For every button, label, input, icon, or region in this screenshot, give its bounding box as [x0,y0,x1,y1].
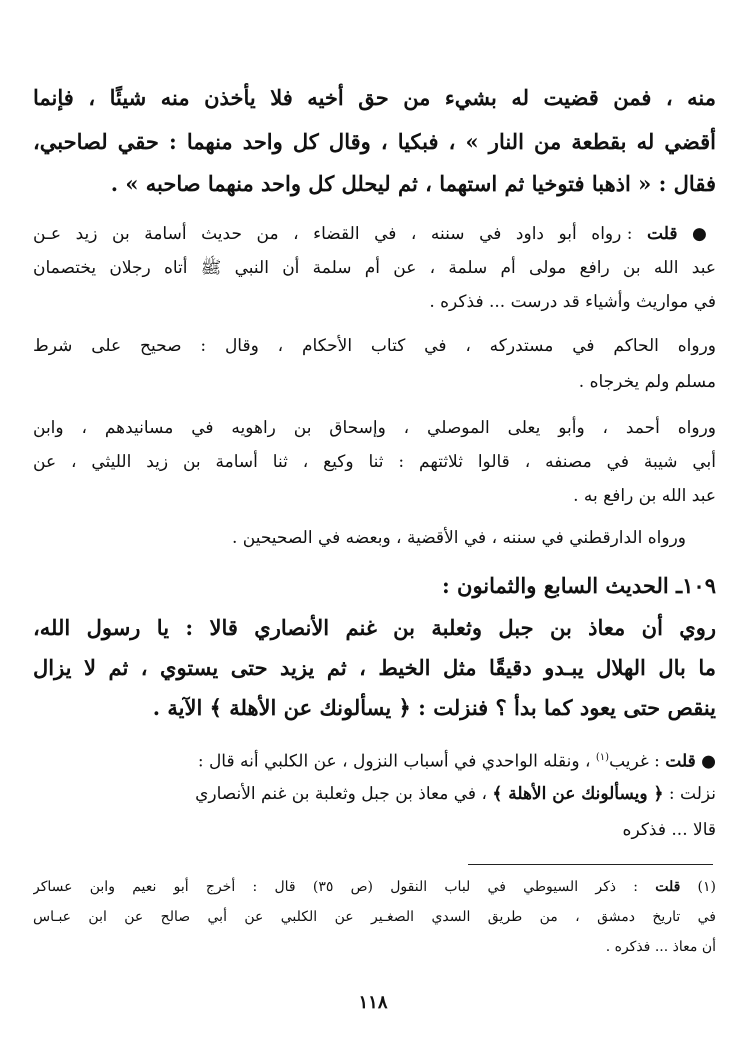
footnote-line: أن معاذ ... فذكره . [605,939,716,955]
hadith-text-line: ينقص حتى يعود كما بدأ ؟ فنزلت : ﴿ يسألونك عن الأهلة ﴾ الآية . [152,695,716,720]
commentary-text: : رواه أبو داود في سننه ، في القضاء ، من حديث أسامة بن زيد عـن [33,224,633,244]
footnote-ref[interactable]: (١) [595,752,610,763]
commentary-text: نزلت : [668,784,716,804]
footnote-text: : ذكر السيوطي في لباب النقول (ص ٣٥) قال : أخرج أبو نعيم وابن عساكر [33,879,638,895]
commentary-line: ورواه أحمد ، وأبو يعلى الموصلي ، وإسحاق بن راهويه في مسانيدهم ، وابن [33,418,716,438]
commentary-line: ● قلت : غريب$^{(١)}$ ، ونقله الواحدي في أسباب النزول ، عن الكلبي أنه قال : [197,751,716,772]
commentary-text: : غريب [609,751,660,772]
commentary-line: ورواه الدارقطني في سننه ، في الأقضية ، وبعضه في الصحيحين . [231,528,686,548]
commentary-text: ، ونقله الواحدي في أسباب النزول ، عن الكلبي أنه قال : [197,751,591,772]
commentary-line [33,778,716,810]
hadith-text-line: منه ، فمن قضيت له بشيء من حق أخيه فلا يأخذن منه شيئًا ، فإنما [33,85,716,110]
commentary-line: عبد الله بن رافع مولى أم سلمة ، عن أم سلمة أن النبي ﷺ أتاه رجلان يختصمان [33,258,716,278]
hadith-text-line: روي أن معاذ بن جبل وثعلبة بن غنم الأنصاري قالا : يا رسول الله، [33,615,716,640]
footnote-number: (١) [697,879,716,895]
commentary-line: قالا ... فذكره [622,820,716,840]
commentary-line: ورواه الحاكم في مستدركه ، في كتاب الأحكام ، وقال : صحيح على شرط [33,336,716,356]
hadith-text-line: فقال : « اذهبا فتوخيا ثم استهما ، ثم ليحلل كل واحد منهما صاحبه » . [110,171,716,196]
footnote-separator [468,864,713,865]
commentary-line: ● قلت : رواه أبو داود في سننه ، في القضاء ، من حديث أسامة بن زيد عـن [33,224,716,244]
qult-label: قلت [665,751,696,772]
hadith-text-line: أقضي له بقطعة من النار » ، فبكيا ، وقال كل واحد منهما : حقي لصاحبي، [33,129,716,154]
hadith-heading: ١٠٩ـ الحديث السابع والثمانون : [441,573,716,598]
footnote-line: في تاريخ دمشق ، من طريق السدي الصغـير عن الكلبي عن أبي صالح عن ابن عبـاس [33,909,716,925]
qult-label: قلت [647,224,678,244]
hadith-text-line: ما بال الهلال يبـدو دقيقًا مثل الخيط ، ثم يزيد حتى يستوي ، ثم لا يزال [33,655,716,680]
quran-quote: ﴿ ويسألونك عن الأهلة ﴾ [492,784,664,804]
commentary-line: أبي شيبة في مصنفه ، قالوا ثلاثتهم : ثنا وكيع ، ثنا أسامة بن زيد الليثي ، عن [33,452,716,472]
commentary-line: عبد الله بن رافع به . [573,486,716,506]
page-number: ١١٨ [358,992,388,1013]
commentary-text: ، في معاذ بن جبل وثعلبة بن غنم الأنصاري [195,784,487,804]
commentary-line: مسلم ولم يخرجاه . [578,372,716,392]
commentary-line: في مواريث وأشياء قد درست ... فذكره . [429,292,716,312]
qult-label: قلت [655,879,681,895]
footnote-line [33,874,716,900]
